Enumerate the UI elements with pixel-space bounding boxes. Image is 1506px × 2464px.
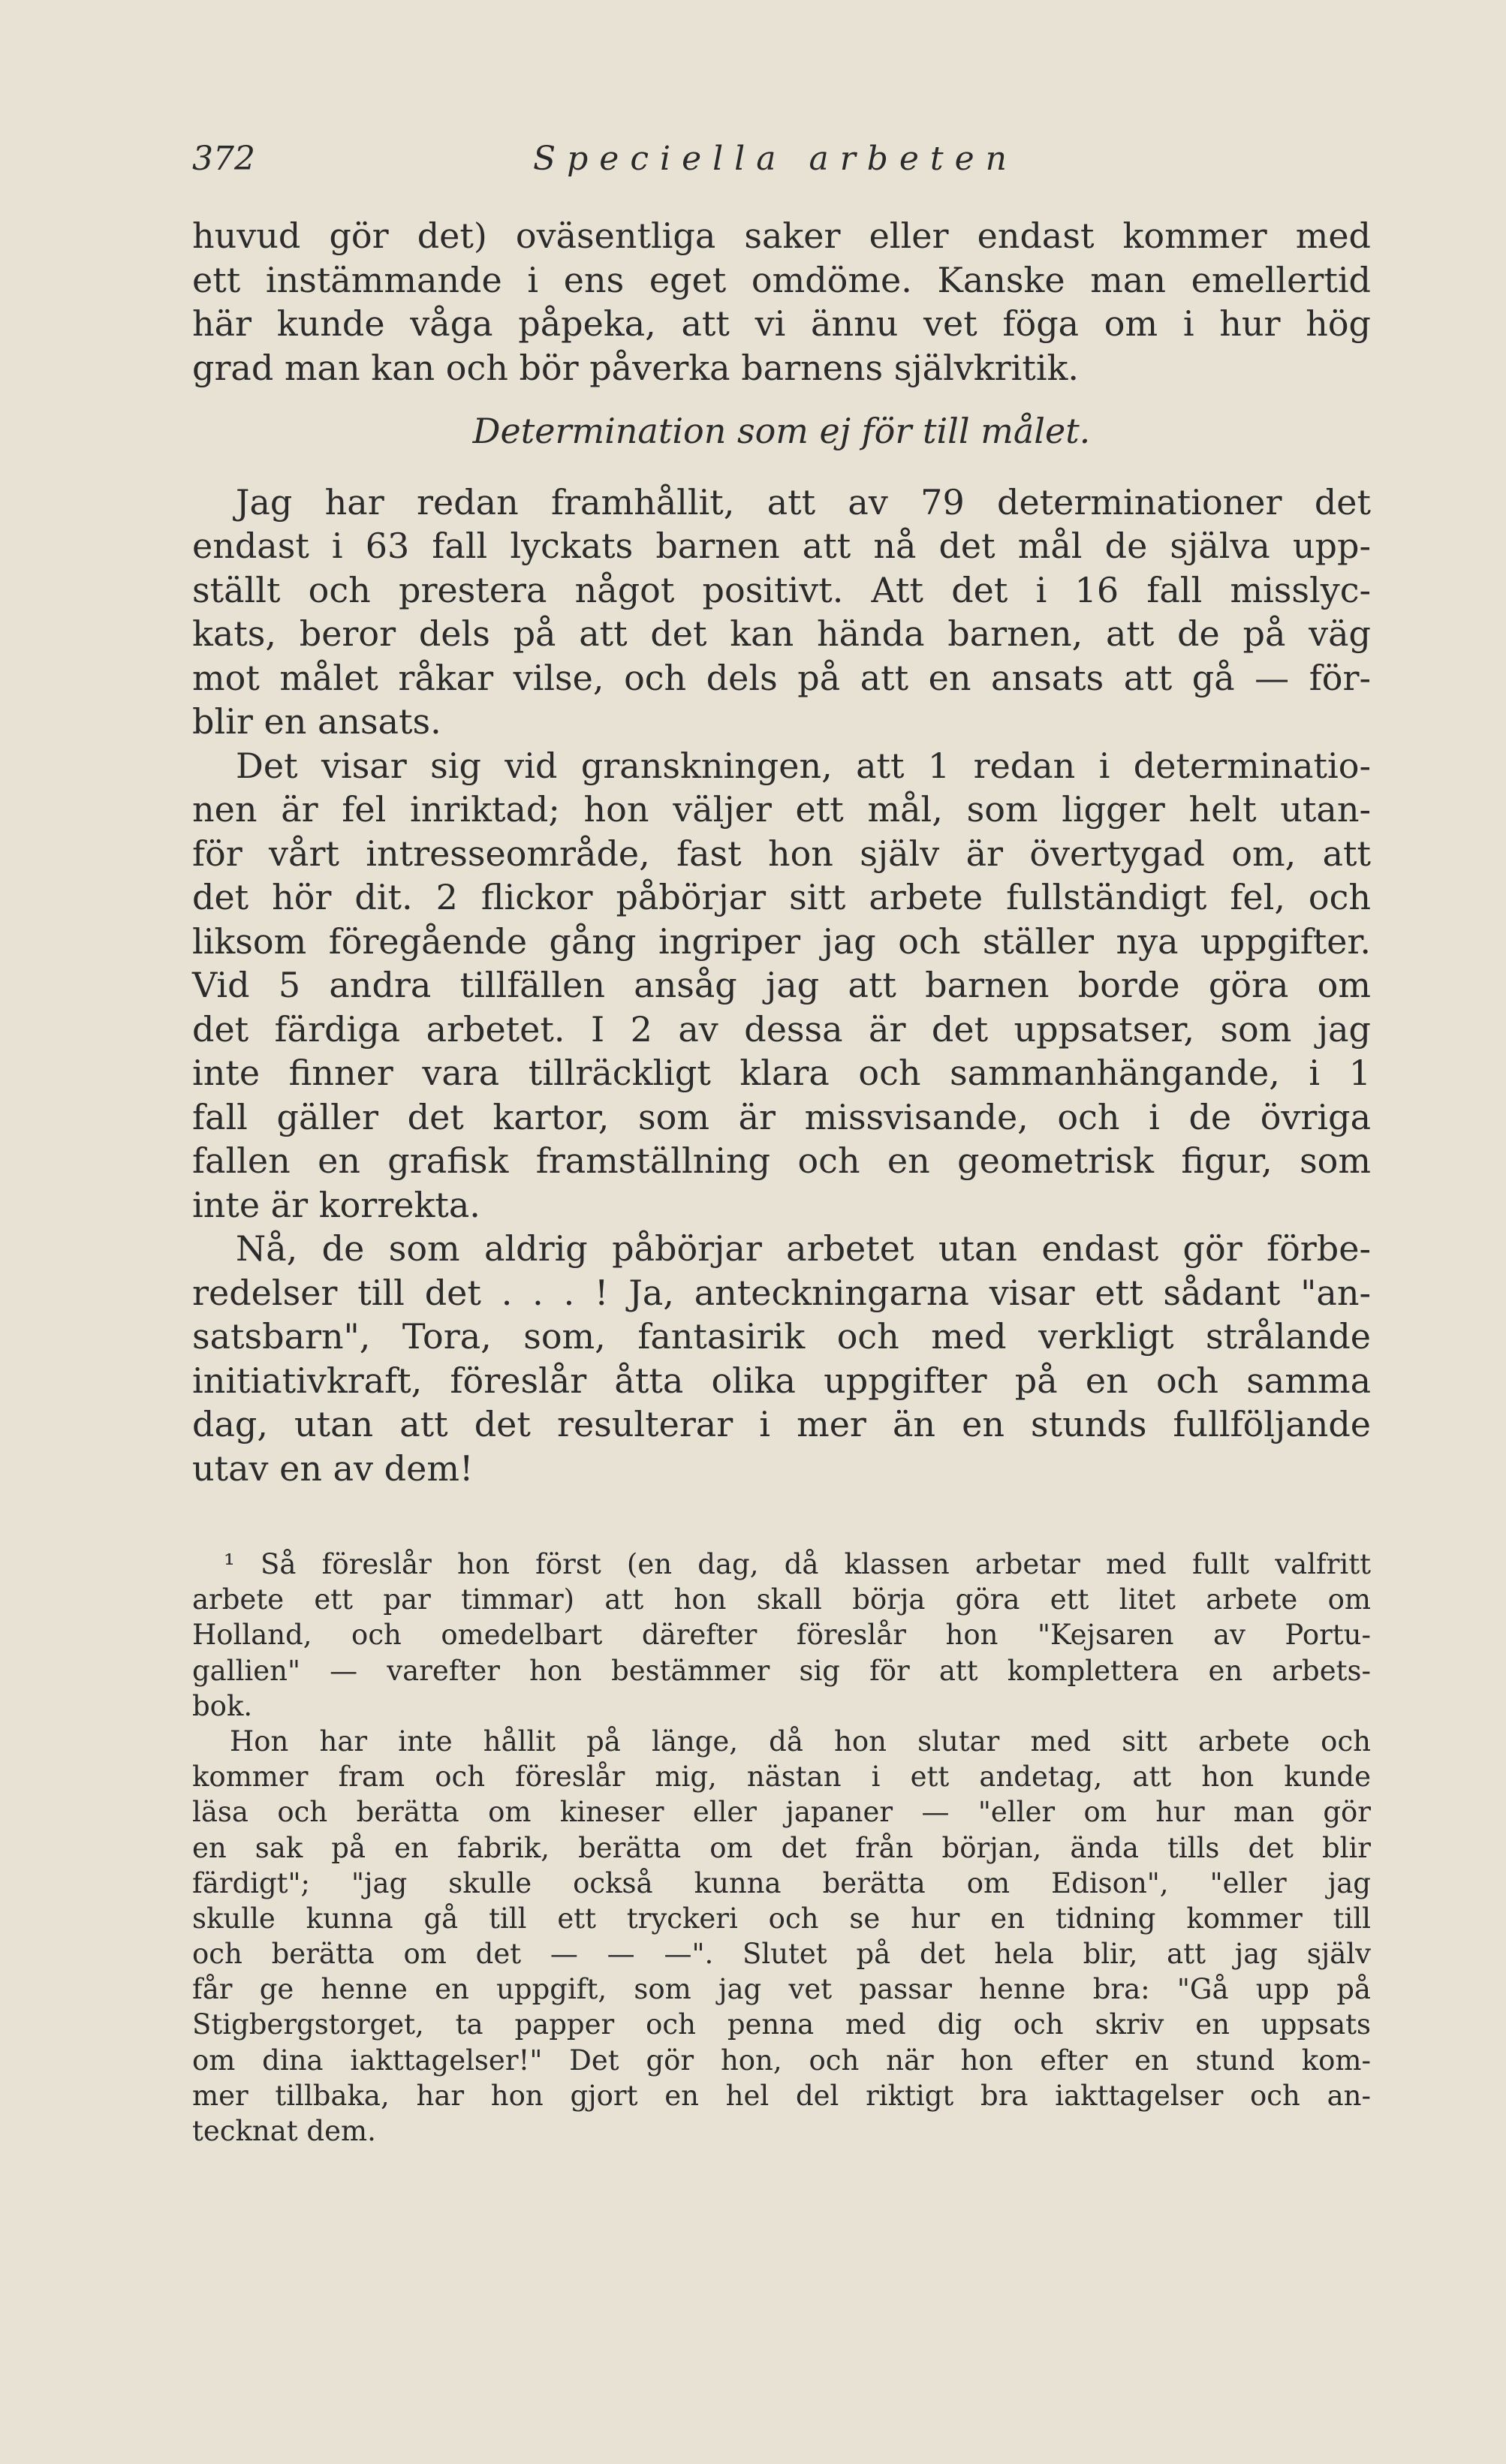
footnote-line: tecknat dem.	[192, 2115, 376, 2147]
body-line: fall gäller det kartor, som är missvisande, och i de övriga	[192, 1096, 1371, 1137]
running-head: Speciella arbeten	[533, 140, 1018, 178]
body-line: ställt och prestera något positivt. Att det i 16 fall misslyc-	[192, 569, 1371, 610]
footnote	[192, 1547, 1371, 2149]
body-line: huvud gör det) oväsentliga saker eller endast kommer med	[192, 215, 1371, 256]
footnote-line: Hon har inte hållit på länge, då hon slutar med sitt arbete och	[230, 1724, 1371, 1758]
footnote-line: skulle kunna gå till ett tryckeri och se hur en tidning kommer till	[192, 1902, 1371, 1935]
body-line: redelser till det . . . ! Ja, anteckningarna visar ett sådant "an-	[192, 1272, 1371, 1313]
section-heading: Determination som ej för till målet.	[472, 411, 1091, 451]
body-line: grad man kan och bör påverka barnens självkritik.	[192, 347, 1080, 388]
body-line: Det visar sig vid granskningen, att 1 redan i determinatio-	[236, 745, 1371, 786]
body-line: initiativkraft, föreslår åtta olika uppgifter på en och samma	[192, 1360, 1371, 1401]
footnote-line: Stigbergstorget, ta papper och penna med dig och skriv en uppsats	[192, 2008, 1371, 2041]
footnote-line: ¹ Så föreslår hon först (en dag, då klassen arbetar med fullt valfritt	[224, 1548, 1371, 1580]
body-line: för vårt intresseområde, fast hon själv är övertygad om, att	[192, 833, 1371, 874]
body-line: kats, beror dels på att det kan hända barnen, att de på väg	[192, 613, 1371, 654]
footnote-line: arbete ett par timmar) att hon skall börja göra ett litet arbete om	[192, 1583, 1371, 1616]
body-line: inte finner vara tillräckligt klara och sammanhängande, i 1	[192, 1053, 1371, 1093]
footnote-line: bok.	[192, 1689, 253, 1722]
page-header	[0, 140, 1506, 192]
body-line: inte är korrekta.	[192, 1184, 480, 1225]
body-line: endast i 63 fall lyckats barnen att nå det mål de själva upp-	[192, 526, 1371, 566]
footnote-line: om dina iakttagelser!" Det gör hon, och när hon efter en stund kom-	[192, 2044, 1371, 2077]
page-number: 372	[192, 140, 255, 178]
body-line: Nå, de som aldrig påbörjar arbetet utan endast gör förbe-	[236, 1228, 1371, 1269]
body-line: det färdiga arbetet. I 2 av dessa är det uppsatser, som jag	[192, 1008, 1371, 1050]
footnote-line: färdigt"; "jag skulle också kunna berätta om Edison", "eller jag	[192, 1866, 1371, 1899]
body-line: dag, utan att det resulterar i mer än en stunds fullföljande	[192, 1404, 1371, 1444]
body-line: det hör dit. 2 flickor påbörjar sitt arbete fullständigt fel, och	[192, 877, 1371, 917]
body-line: utav en av dem!	[192, 1447, 474, 1489]
body-line: liksom föregående gång ingriper jag och ställer nya uppgifter.	[192, 920, 1371, 962]
footnote-line: en sak på en fabrik, berätta om det från början, ända tills det blir	[192, 1831, 1371, 1864]
footnote-line: mer tillbaka, har hon gjort en hel del riktigt bra iakttagelser och an-	[192, 2079, 1371, 2112]
body-line: Jag har redan framhållit, att av 79 determinationer det	[236, 481, 1371, 523]
body-line: nen är fel inriktad; hon väljer ett mål, som ligger helt utan-	[192, 789, 1371, 830]
footnote-line: kommer fram och föreslår mig, nästan i ett andetag, att hon kunde	[192, 1761, 1371, 1794]
footnote-line: och berätta om det — — —". Slutet på det hela blir, att jag själv	[192, 1938, 1371, 1971]
footnote-line: läsa och berätta om kineser eller japaner — "eller om hur man gör	[192, 1796, 1371, 1829]
body-line: fallen en grafisk framställning och en geometrisk figur, som	[192, 1140, 1371, 1181]
body-text	[192, 214, 1371, 1490]
body-line: mot målet råkar vilse, och dels på att en ansats att gå — för-	[192, 657, 1371, 698]
footnote-line: Holland, och omedelbart därefter föreslår hon "Kejsaren av Portu-	[192, 1619, 1371, 1652]
body-line: Vid 5 andra tillfällen ansåg jag att barnen borde göra om	[192, 965, 1371, 1005]
body-line: ett instämmande i ens eget omdöme. Kanske man emellertid	[192, 259, 1371, 300]
body-line: här kunde våga påpeka, att vi ännu vet föga om i hur hög	[192, 303, 1371, 344]
footnote-line: får ge henne en uppgift, som jag vet passar henne bra: "Gå upp på	[192, 1973, 1371, 2006]
footnote-line: gallien" — varefter hon bestämmer sig för att komplettera en arbets-	[192, 1654, 1371, 1687]
body-line: satsbarn", Tora, som, fantasirik och med verkligt strålande	[192, 1316, 1371, 1357]
body-line: blir en ansats.	[192, 701, 441, 742]
